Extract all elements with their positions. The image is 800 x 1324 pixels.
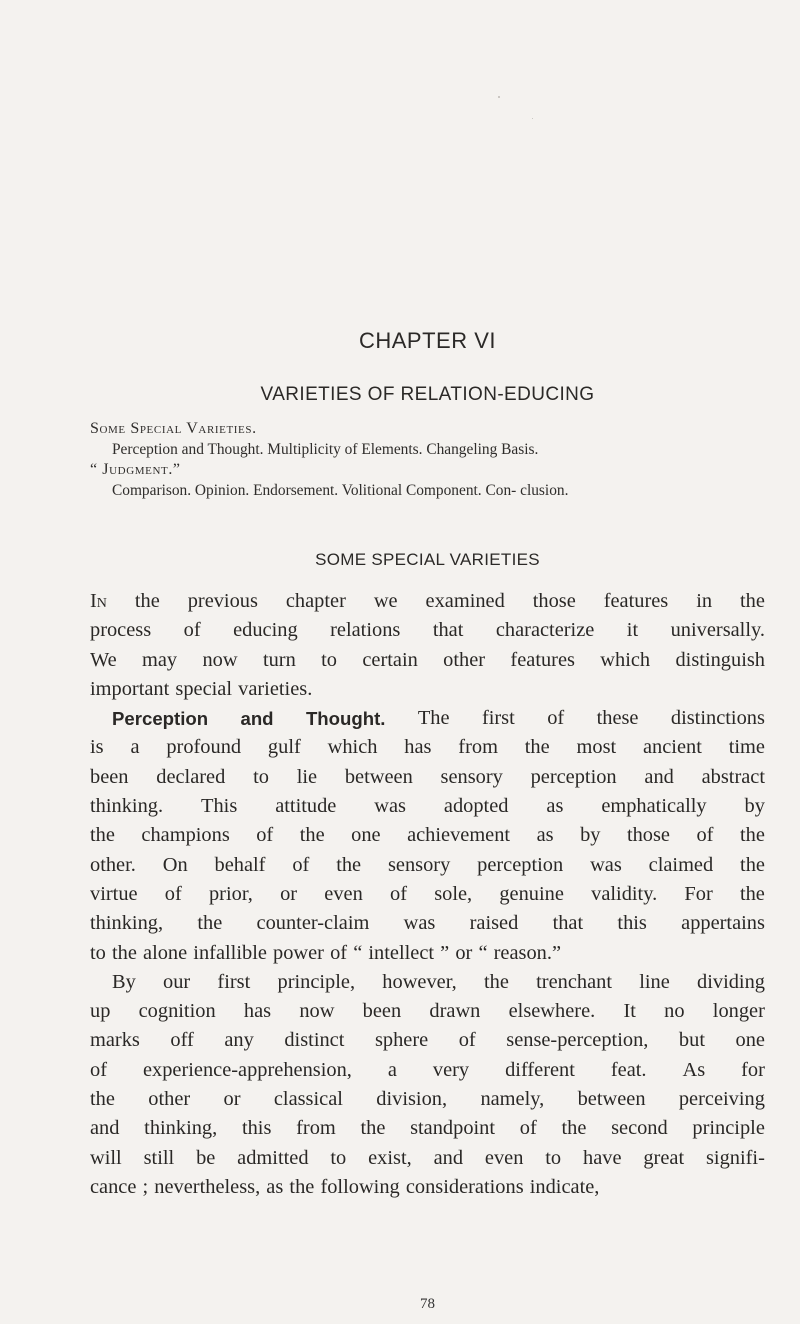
text-line: will still be admitted to exist, and even to have great signifi- — [90, 1146, 765, 1169]
text-line: other. On behalf of the sensory perception was claimed the — [90, 853, 765, 876]
text-line: important special varieties. — [90, 677, 313, 700]
text-line: to the alone infallible power of “ intellect ” or “ reason.” — [90, 941, 561, 964]
section-heading: SOME SPECIAL VARIETIES — [315, 550, 540, 569]
synopsis-details: Perception and Thought. Multiplicity of Elements. Changeling Basis. — [112, 440, 539, 458]
book-page — [90, 0, 765, 1324]
chapter-title: VARIETIES OF RELATION-EDUCING — [260, 384, 595, 405]
text-line: process of educing relations that characterize it universally. — [90, 619, 765, 642]
text-line: By our first principle, however, the trenchant line dividing — [112, 970, 765, 993]
text-line: thinking. This attitude was adopted as emphatically by — [90, 795, 765, 818]
text-line: the champions of the one achievement as by those of the — [90, 824, 765, 847]
text-line: thinking, the counter-claim was raised that this appertains — [90, 912, 765, 935]
text-line: virtue of prior, or even of sole, genuine validity. For the — [90, 882, 765, 905]
text-line: been declared to lie between sensory perception and abstract — [90, 765, 765, 788]
text-line: and thinking, this from the standpoint of the second principle — [90, 1117, 765, 1140]
text-line: marks off any distinct sphere of sense-perception, but one — [90, 1029, 765, 1052]
page-number: 78 — [420, 1296, 435, 1312]
text-line: cance ; nevertheless, as the following considerations indicate, — [90, 1175, 600, 1198]
text-line: In the previous chapter we examined those features in the — [90, 590, 765, 612]
text-line: the other or classical division, namely, between perceiving — [90, 1088, 765, 1111]
text-line: is a profound gulf which has from the most ancient time — [90, 736, 765, 759]
text-line: of experience-apprehension, a very different feat. As for — [90, 1058, 765, 1081]
body-text — [90, 587, 765, 1202]
chapter-synopsis — [90, 419, 765, 502]
synopsis-heading: “ Judgment.” — [90, 461, 181, 479]
chapter-number: CHAPTER VI — [358, 328, 497, 353]
synopsis-details: Comparison. Opinion. Endorsement. Volitional Component. Con- clusion. — [112, 482, 569, 500]
text-line: up cognition has now been drawn elsewhere. It no longer — [90, 1000, 765, 1023]
synopsis-heading: Some Special Varieties. — [90, 420, 257, 437]
text-line: Perception and Thought. The first of these distinctions — [112, 707, 765, 730]
paper-speck — [532, 118, 533, 119]
text-line: We may now turn to certain other features which distinguish — [90, 648, 765, 671]
paper-speck — [498, 96, 500, 98]
